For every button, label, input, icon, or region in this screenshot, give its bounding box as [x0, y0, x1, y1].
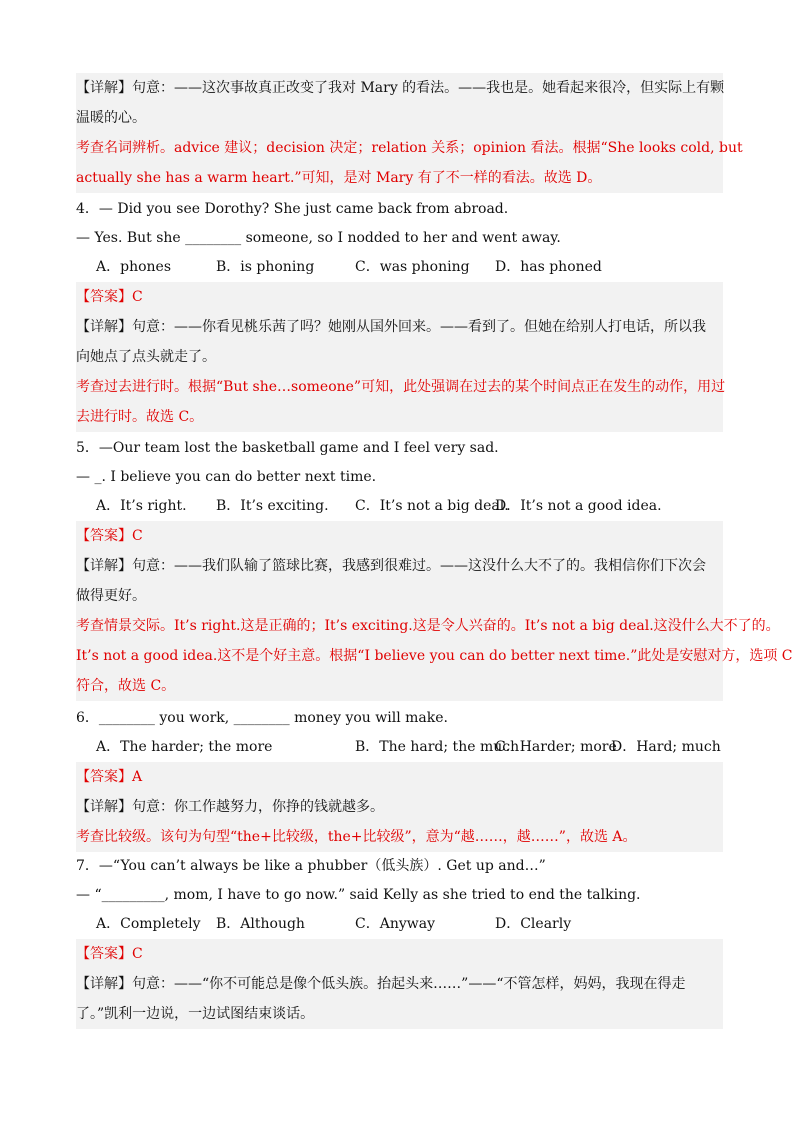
q7-option-a: A．Completely	[96, 916, 201, 932]
q4-explain-line-3: 考查过去进行时。根据“But she…someone”可知，此处强调在过去的某个时间点正在发生的动作，用过	[76, 372, 723, 402]
q7-stem-1: 7．—“You can’t always be like a phubber（低头族）. Get up and…”	[76, 858, 546, 874]
q7-explain-line-2: 了。”凯利一边说，一边试图结束谈话。	[76, 999, 723, 1029]
q5-explain-line-4: It’s not a good idea.这不是个好主意。根据“I believe you can do better next time.”此处是安慰对方，选项 C	[76, 641, 723, 671]
q5-answer: 【答案】C	[76, 521, 723, 551]
q7-explain-line-1: 【详解】句意：——“你不可能总是像个低头族。抬起头来……”——“不管怎样，妈妈，我现在得走	[76, 969, 723, 999]
q6-explain-line-1: 【详解】句意：你工作越努力，你挣的钱就越多。	[76, 792, 723, 822]
q4-explain-line-4: 去进行时。故选 C。	[76, 402, 723, 432]
q3-explain-block	[76, 163, 723, 193]
q3-explain-line-3: 考查名词辨析。advice 建议；decision 决定；relation 关系；opinion 看法。根据“She looks cold, but	[76, 140, 743, 156]
q6-option-a: A．The harder; the more	[96, 739, 273, 755]
q3-explain-line-4: actually she has a warm heart.”可知，是对 Mary 有了不一样的看法。故选 D。	[76, 170, 602, 186]
q4-answer: 【答案】C	[76, 282, 723, 312]
q5-stem-2: — _. I believe you can do better next time.	[76, 469, 377, 485]
q4-stem-2: — Yes. But she ________ someone, so I nodded to her and went away.	[76, 230, 561, 246]
q5-explain-line-1: 【详解】句意：——我们队输了篮球比赛，我感到很难过。——这没什么大不了的。我相信你们下次会	[76, 551, 723, 581]
q3-explain-block	[76, 133, 743, 163]
q4-option-d: D．has phoned	[495, 259, 602, 275]
q6-answer: 【答案】A	[76, 762, 723, 792]
q4-stem-1: 4．— Did you see Dorothy? She just came back from abroad.	[76, 201, 509, 217]
q3-explain-block	[76, 73, 723, 103]
q6-explain-line-2: 考查比较级。该句为句型“the+比较级，the+比较级”，意为“越……，越……”，故选 A。	[76, 822, 723, 852]
q7-option-c: C．Anyway	[355, 916, 435, 932]
q7-options	[76, 909, 723, 939]
q5-options	[76, 491, 723, 521]
q4-options	[76, 252, 723, 282]
q5-stem-1: 5．—Our team lost the basketball game and I feel very sad.	[76, 440, 499, 456]
q5-option-d: D．It’s not a good idea.	[495, 498, 662, 514]
q5-explain-line-5: 符合，故选 C。	[76, 671, 723, 701]
q4-option-c: C．was phoning	[355, 259, 470, 275]
q5-option-b: B．It’s exciting.	[216, 498, 329, 514]
q5-option-a: A．It’s right.	[96, 498, 187, 514]
q5-explain-line-2: 做得更好。	[76, 581, 723, 611]
q6-option-b: B．The hard; the much	[355, 739, 520, 755]
q4-option-a: A．phones	[96, 259, 172, 275]
q7-option-d: D．Clearly	[495, 916, 572, 932]
q4-explain-line-2: 向她点了点头就走了。	[76, 342, 723, 372]
q7-answer: 【答案】C	[76, 939, 723, 969]
q3-explain-line-1: 【详解】句意：——这次事故真正改变了我对 Mary 的看法。——我也是。她看起来很冷，但实际上有颗	[76, 80, 725, 96]
q6-options	[76, 732, 723, 762]
q7-option-b: B．Although	[216, 916, 305, 932]
q4-option-b: B．is phoning	[216, 259, 315, 275]
q3-explain-line-2: 温暖的心。	[76, 110, 146, 126]
q5-option-c: C．It’s not a big deal.	[355, 498, 509, 514]
q3-explain-block	[76, 103, 723, 133]
q4-explain-line-1: 【详解】句意：——你看见桃乐茜了吗？她刚从国外回来。——看到了。但她在给别人打电话，所以我	[76, 312, 723, 342]
q6-option-d: D．Hard; much	[611, 739, 721, 755]
q7-stem-2: — “_________, mom, I have to go now.” said Kelly as she tried to end the talking.	[76, 887, 641, 903]
q6-option-c: C．Harder; more	[495, 739, 617, 755]
q5-explain-line-3: 考查情景交际。It’s right.这是正确的；It’s exciting.这是令人兴奋的。It’s not a big deal.这没什么大不了的。	[76, 611, 723, 641]
q6-stem-1: 6．________ you work, ________ money you will make.	[76, 710, 448, 726]
